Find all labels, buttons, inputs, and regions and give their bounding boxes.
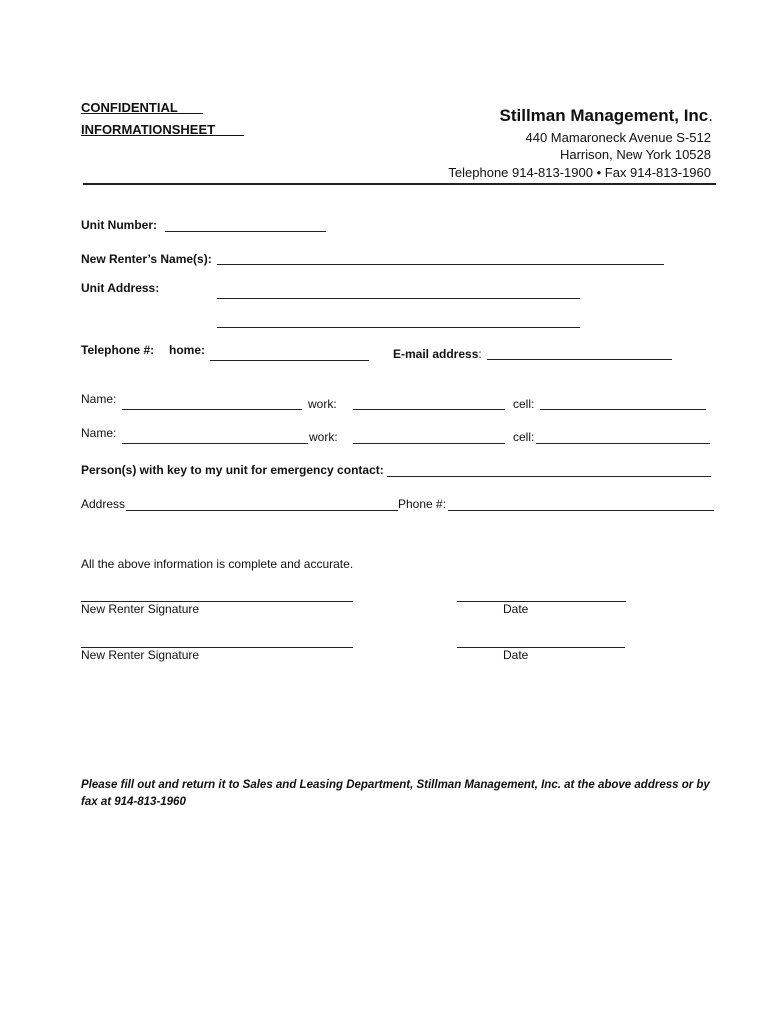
unit-number-label: Unit Number: <box>81 218 157 232</box>
company-address-line3: Telephone 914-813-1900 • Fax 914-813-1960 <box>448 165 711 180</box>
unit-number-field[interactable] <box>165 231 326 232</box>
company-name: Stillman Management, Inc. <box>499 106 713 125</box>
contact-address-label: Address <box>81 497 126 511</box>
home-label: home: <box>169 343 205 357</box>
confidential-heading: CONFIDENTIAL <box>81 100 178 115</box>
telephone-label: Telephone #: <box>81 343 155 357</box>
work-phone-field-1[interactable] <box>353 409 505 410</box>
renter-names-field[interactable] <box>217 264 664 265</box>
renter-names-label: New Renter’s Name(s): <box>81 252 212 266</box>
name-label-2: Name: <box>81 426 117 440</box>
emergency-key-contact-field[interactable] <box>387 476 711 477</box>
work-phone-field-2[interactable] <box>353 443 505 444</box>
home-phone-field[interactable] <box>210 360 369 361</box>
renter-signature-label-1: New Renter Signature <box>81 602 200 616</box>
cell-phone-field-2[interactable] <box>536 443 710 444</box>
name-label-1: Name: <box>81 392 117 406</box>
return-instructions: Please fill out and return it to Sales and Leasing Department, Stillman Management, Inc. at the above address or by fax at 914-813-1960 <box>81 779 710 808</box>
cell-label-1: cell: <box>513 397 535 411</box>
name-field-1[interactable] <box>122 409 302 410</box>
work-label-2: work: <box>309 430 338 444</box>
work-label-1: work: <box>308 397 337 411</box>
email-label: E-mail address: <box>393 347 482 361</box>
date-label-1: Date <box>503 602 529 616</box>
unit-address-field-2[interactable] <box>217 327 580 328</box>
contact-phone-label: Phone #: <box>398 497 447 511</box>
contact-address-field[interactable] <box>126 510 398 511</box>
date-label-2: Date <box>503 648 529 662</box>
header-divider <box>83 183 716 185</box>
cell-phone-field-1[interactable] <box>540 409 706 410</box>
certification-statement: All the above information is complete and accurate. <box>81 557 354 571</box>
company-address-line2: Harrison, New York 10528 <box>559 147 711 162</box>
cell-label-2: cell: <box>513 430 535 444</box>
emergency-key-contact-label: Person(s) with key to my unit for emergency contact: <box>81 463 384 477</box>
email-field[interactable] <box>487 359 672 360</box>
name-field-2[interactable] <box>122 443 308 444</box>
unit-address-label: Unit Address: <box>81 281 160 295</box>
date-line-2[interactable] <box>457 647 625 648</box>
unit-address-field-1[interactable] <box>217 298 580 299</box>
contact-phone-field[interactable] <box>448 510 714 511</box>
company-address-line1: 440 Mamaroneck Avenue S-512 <box>525 130 711 145</box>
date-line-1[interactable] <box>457 601 626 602</box>
renter-signature-label-2: New Renter Signature <box>81 648 200 662</box>
information-sheet-heading: INFORMATIONSHEET <box>81 122 216 137</box>
